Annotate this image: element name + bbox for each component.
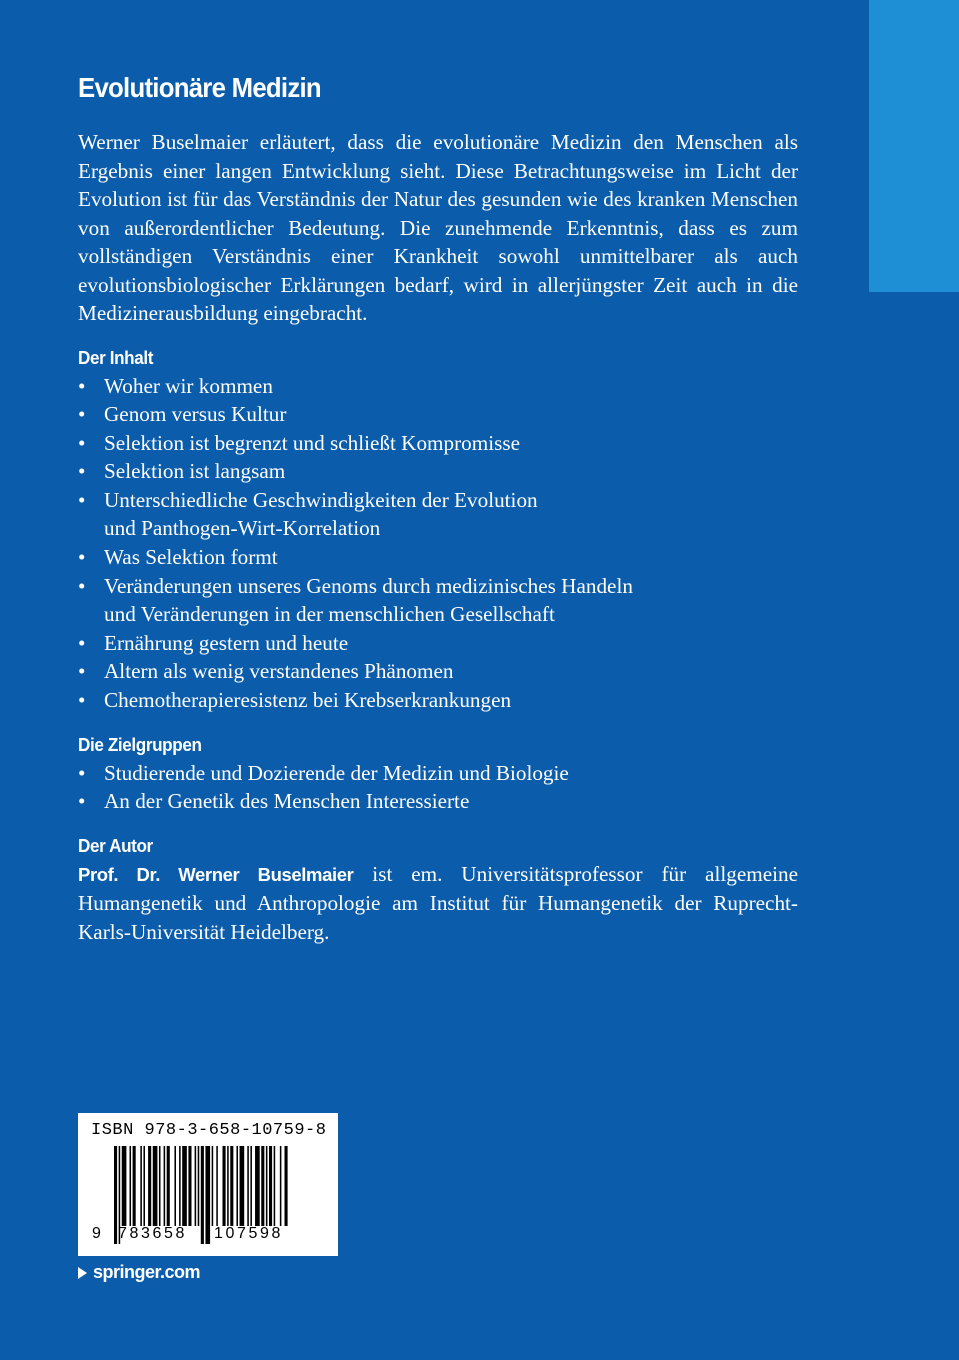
list-item <box>78 759 798 788</box>
barcode-bar <box>280 1146 282 1226</box>
list-item-text: Woher wir kommen <box>104 373 273 398</box>
bullet-icon: • <box>78 545 86 570</box>
bullet-icon: • <box>78 630 86 655</box>
list-item-text: Selektion ist begrenzt und schließt Kompromisse <box>104 430 521 455</box>
barcode-bar <box>255 1146 260 1226</box>
section-heading-autor: Der Autor <box>78 835 153 856</box>
isbn-barcode <box>78 1113 338 1256</box>
barcode-bar <box>133 1146 136 1226</box>
barcode-bar <box>153 1146 158 1226</box>
barcode-bar <box>182 1146 187 1226</box>
publisher-link[interactable] <box>78 1262 200 1283</box>
barcode-bar <box>140 1146 142 1226</box>
barcode-bar <box>167 1146 170 1226</box>
list-item-text: Unterschiedliche Geschwindigkeiten der Evolution <box>104 487 538 512</box>
barcode-bar <box>240 1146 245 1226</box>
list-item <box>78 486 798 543</box>
side-color-tab <box>869 0 959 292</box>
barcode-bar <box>269 1146 272 1226</box>
list-item <box>78 686 798 715</box>
barcode-bar <box>114 1146 117 1244</box>
zielgruppen-list <box>78 759 798 816</box>
publisher-website: springer.com <box>93 1262 201 1282</box>
barcode-bar <box>159 1146 161 1226</box>
barcode-bar <box>198 1146 200 1226</box>
inhalt-list <box>78 372 798 715</box>
section-heading-zielgruppen: Die Zielgruppen <box>78 734 202 755</box>
author-paragraph <box>78 860 798 947</box>
list-item <box>78 400 798 429</box>
list-item-text: Veränderungen unseres Genoms durch medizinisches Handeln <box>104 573 633 598</box>
book-title: Evolutionäre Medizin <box>78 72 321 103</box>
list-item-text: Studierende und Dozierende der Medizin und Biologie <box>104 760 569 785</box>
barcode-bar <box>250 1146 252 1226</box>
barcode-bar <box>247 1146 249 1226</box>
list-item <box>78 543 798 572</box>
barcode-bar <box>266 1146 268 1226</box>
list-item-text: Chemotherapieresistenz bei Krebserkrankungen <box>104 688 512 713</box>
list-item-text: Selektion ist langsam <box>104 459 286 484</box>
section-heading-inhalt: Der Inhalt <box>78 347 154 368</box>
bullet-icon: • <box>78 430 86 455</box>
bullet-icon: • <box>78 659 86 684</box>
barcode-bar <box>230 1146 233 1226</box>
bullet-icon: • <box>78 760 86 785</box>
barcode-bar <box>148 1146 151 1226</box>
author-bio: ist em. Universitätsprofessor für allgemeine Humangenetik und Anthropologie am Institut für Humangenetik der Ruprecht-Karls-Universität Heidelberg. <box>78 861 798 944</box>
barcode-bar <box>174 1146 176 1226</box>
isbn-label: ISBN 978-3-658-10759-8 <box>91 1121 327 1140</box>
back-cover-content <box>78 72 798 947</box>
barcode-bar <box>274 1146 276 1226</box>
list-item-text: und Panthogen-Wirt-Korrelation <box>104 516 381 541</box>
list-item-text: Ernährung gestern und heute <box>104 630 349 655</box>
barcode-bar <box>122 1146 127 1226</box>
barcode-first-digit: 9 <box>92 1225 101 1242</box>
barcode-bar <box>227 1146 229 1226</box>
barcode-bar <box>212 1146 214 1226</box>
list-item-text: Genom versus Kultur <box>104 402 287 427</box>
list-item-text: An der Genetik des Menschen Interessierte <box>104 789 470 814</box>
bullet-icon: • <box>78 789 86 814</box>
barcode-bar <box>130 1146 132 1226</box>
list-item-text: Altern als wenig verstandenes Phänomen <box>104 659 454 684</box>
barcode-bar <box>164 1146 166 1226</box>
barcode-bar <box>223 1146 226 1226</box>
barcode-bar <box>261 1146 264 1226</box>
bullet-icon: • <box>78 487 86 512</box>
list-item <box>78 457 798 486</box>
list-item-text: und Veränderungen in der menschlichen Gesellschaft <box>104 602 555 627</box>
bullet-icon: • <box>78 373 86 398</box>
barcode-bar <box>216 1146 218 1226</box>
bullet-icon: • <box>78 688 86 713</box>
barcode-bars <box>78 1113 338 1256</box>
barcode-bar <box>285 1146 288 1226</box>
barcode-bar <box>195 1146 197 1226</box>
list-item-text: Was Selektion formt <box>104 545 278 570</box>
list-item <box>78 372 798 401</box>
bullet-icon: • <box>78 402 86 427</box>
list-item <box>78 629 798 658</box>
list-item <box>78 429 798 458</box>
intro-paragraph: Werner Buselmaier erläutert, dass die evolutionäre Medizin den Menschen als Ergebnis einer langen Entwicklung sieht. Diese Betrachtungsweise im Licht der Evolution ist für das Verständnis der Natur des gesunden wie des kranken Menschen von außerordentlicher Bedeutung. Die zunehmende Erkenntnis, dass es zum vollständigen Verständnis einer Krankheit sowohl unmittelbarer als auch evolutionsbiologischer Erklärungen bedarf, wird in allerjüngster Zeit auch in die Medizinerausbildung eingebracht. <box>78 130 798 325</box>
barcode-bar <box>236 1146 238 1226</box>
bullet-icon: • <box>78 459 86 484</box>
author-name: Prof. Dr. Werner Buselmaier <box>78 863 354 885</box>
list-item <box>78 787 798 816</box>
list-item <box>78 572 798 629</box>
barcode-bar <box>143 1146 145 1226</box>
barcode-right-digits: 107598 <box>214 1225 283 1242</box>
barcode-bar <box>205 1146 210 1244</box>
play-arrow-icon <box>78 1267 87 1279</box>
list-item <box>78 657 798 686</box>
barcode-bar <box>179 1146 181 1226</box>
barcode-bar <box>201 1146 204 1244</box>
barcode-bar <box>188 1146 191 1226</box>
barcode-left-digits: 783658 <box>118 1225 187 1242</box>
bullet-icon: • <box>78 573 86 598</box>
